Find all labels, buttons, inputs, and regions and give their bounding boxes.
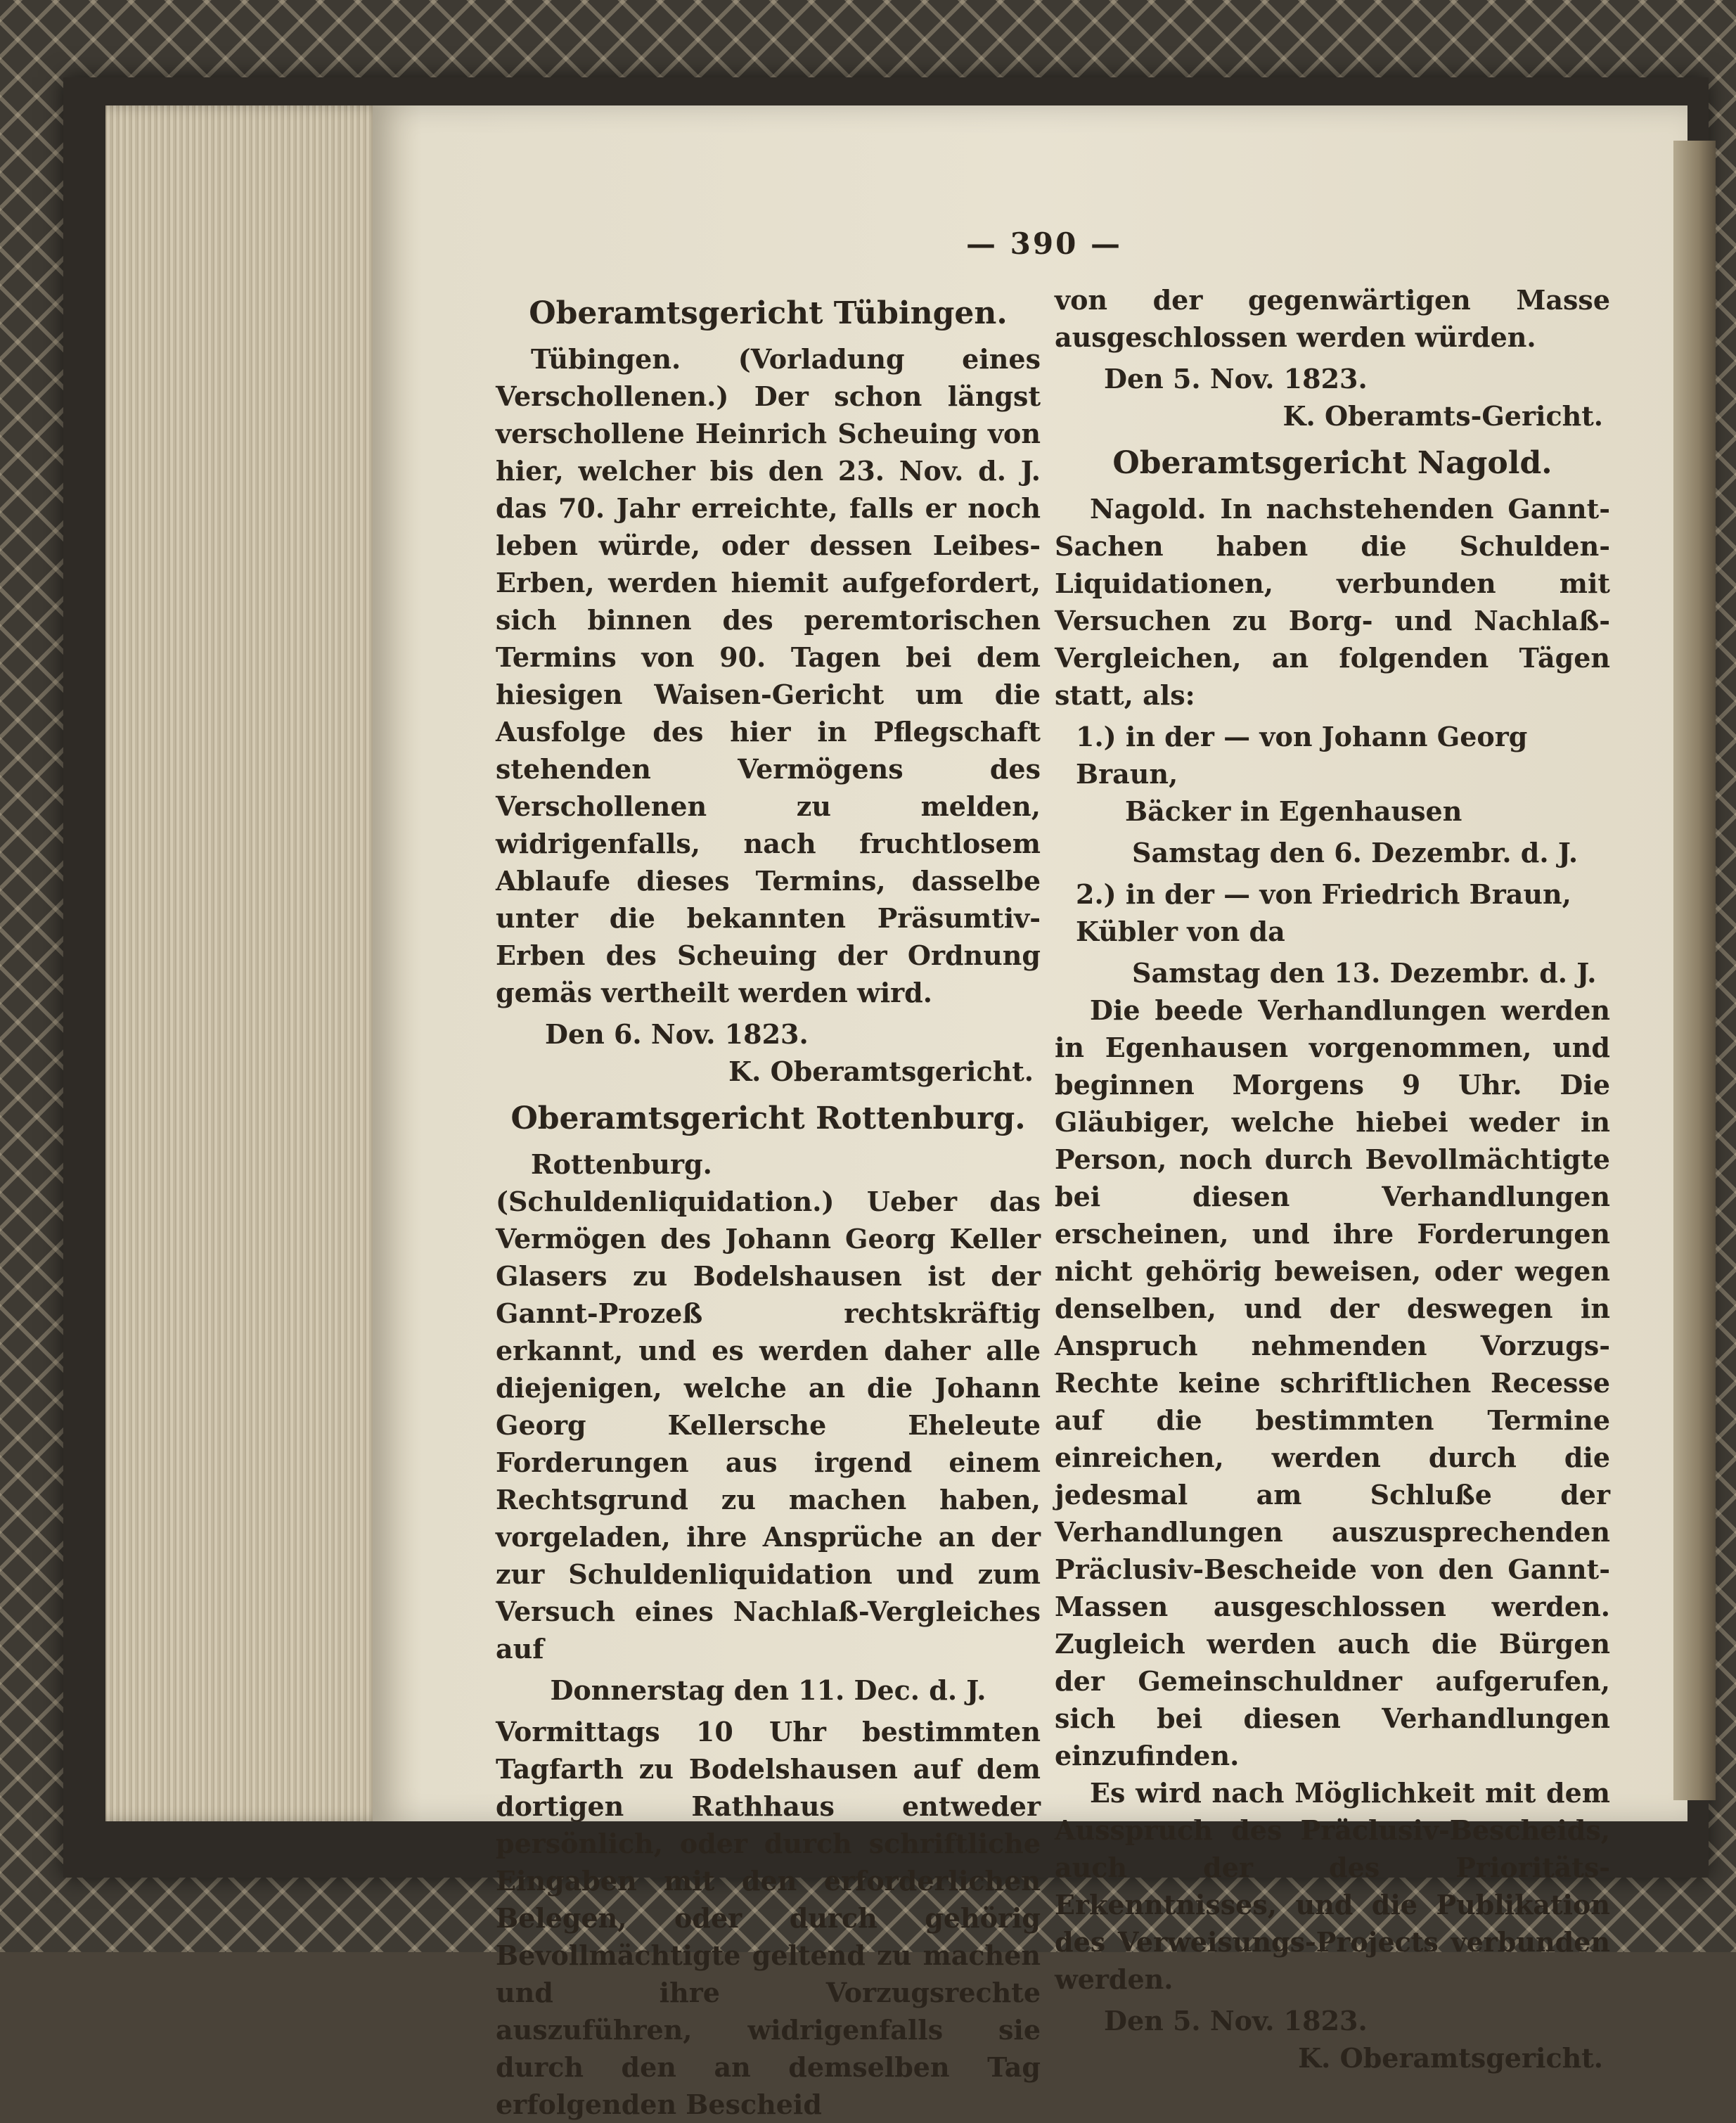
paragraph-tuebingen: Tübingen. (Vorladung eines Verschollenen.) Der schon längst verschollene Heinrich Scheuing von hier, welcher bis den 23. Nov. d. J. das 70. Jahr erreichte, falls er noch leben würde, oder dessen Leibes-Erben, werden hiemit aufgefordert, sich binnen des peremtorischen Termins von 90. Tagen bei dem hiesigen Waisen-Gericht um die Ausfolge des hier in Pflegschaft stehenden Vermögens des Verschollenen zu melden, widrigenfalls, nach fruchtlosem Ablaufe dieses Termins, dasselbe unter die bekannten Präsumtiv-Erben des Scheuing der Ordnung gemäs vertheilt werden wird. bbox=[496, 343, 1041, 1008]
page-stack-edge bbox=[105, 105, 387, 1821]
right-page-edge bbox=[1673, 141, 1716, 1800]
paragraph-rottenburg: Rottenburg. (Schuldenliquidation.) Ueber das Vermögen des Johann Georg Keller Glasers zu Bodelshausen ist der Gannt-Prozeß rechtskräftig erkannt, und es werden daher alle diejenigen, welche an die Johann Georg Kellersche Eheleute Forderungen aus irgend einem Rechtsgrund zu machen haben, vorgeladen, ihre Ansprüche an der zur Schuldenliquidation und zum Versuch eines Nachlaß-Vergleiches auf bbox=[496, 1148, 1041, 1665]
list-item-1-date: Samstag den 6. Dezembr. d. J. bbox=[1132, 837, 1579, 868]
date-line-rottenburg: Donnerstag den 11. Dec. d. J. bbox=[550, 1674, 986, 1706]
heading-nagold: Oberamtsgericht Nagold. bbox=[1112, 445, 1552, 481]
left-column bbox=[496, 285, 1041, 2123]
paragraph-nagold-2: Die beede Verhandlungen werden in Egenhausen vorgenommen, und beginnen Morgens 9 Uhr. Die Gläubiger, welche hiebei weder in Person, noch durch Bevollmächtigte bei diesen Verhandlungen erscheinen, und ihre Forderungen nicht gehörig beweisen, oder wegen denselben, und der deswegen in Anspruch nehmenden Vorzugs-Rechte keine schriftlichen Recesse auf die bestimmten Termine einreichen, werden durch die jedesmal am Schluße der Verhandlungen auszusprechenden Präclusiv-Bescheide von den Gannt-Massen ausgeschlossen werden. Zugleich werden auch die Bürgen der Gemeinschuldner aufgerufen, sich bei diesen Verhandlungen einzufinden. bbox=[1055, 994, 1610, 1771]
signature-nagold: K. Oberamtsgericht. bbox=[1298, 2042, 1603, 2074]
heading-tuebingen: Oberamtsgericht Tübingen. bbox=[529, 295, 1008, 331]
paragraph-nagold-3: Es wird nach Möglichkeit mit dem Ausspruch des Präclusiv-Bescheids, auch der des Prioritäts-Erkenntnisses, und die Publikation des Verweisungs-Projects verbunden werden. bbox=[1055, 1777, 1610, 1995]
date-rottenburg: Den 5. Nov. 1823. bbox=[1104, 363, 1368, 395]
page-number: — 390 — bbox=[966, 226, 1122, 261]
signature-tuebingen: K. Oberamtsgericht. bbox=[728, 1056, 1034, 1087]
list-item-1: 1.) in der — von Johann Georg Braun, bbox=[1076, 721, 1528, 790]
paragraph-rottenburg-2: Vormittags 10 Uhr bestimmten Tagfarth zu Bodelshausen auf dem dortigen Rathhaus entweder persönlich, oder durch schriftliche Eingaben mit den erforderlichen Belegen, oder durch gehörig Bevollmächtigte geltend zu machen und ihre Vorzugsrechte auszuführen, widrigenfalls sie durch den an demselben Tag erfolgenden Bescheid bbox=[496, 1716, 1041, 2120]
list-item-2-date: Samstag den 13. Dezembr. d. J. bbox=[1132, 957, 1597, 989]
paragraph-nagold: Nagold. In nachstehenden Gannt-Sachen haben die Schulden-Liquidationen, verbunden mit Versuchen zu Borg- und Nachlaß-Vergleichen, an folgenden Tägen statt, als: bbox=[1055, 493, 1610, 711]
signature-rottenburg: K. Oberamts-Gericht. bbox=[1282, 400, 1603, 432]
continuation-text: von der gegenwärtigen Masse ausgeschlossen werden würden. bbox=[1055, 284, 1610, 353]
right-column bbox=[1055, 281, 1610, 2077]
heading-rottenburg: Oberamtsgericht Rottenburg. bbox=[510, 1101, 1026, 1136]
list-item-1-sub: Bäcker in Egenhausen bbox=[1125, 795, 1462, 827]
date-tuebingen: Den 6. Nov. 1823. bbox=[545, 1018, 809, 1050]
list-item-2: 2.) in der — von Friedrich Braun, Kübler von da bbox=[1076, 878, 1571, 947]
date-nagold: Den 5. Nov. 1823. bbox=[1104, 2005, 1368, 2037]
